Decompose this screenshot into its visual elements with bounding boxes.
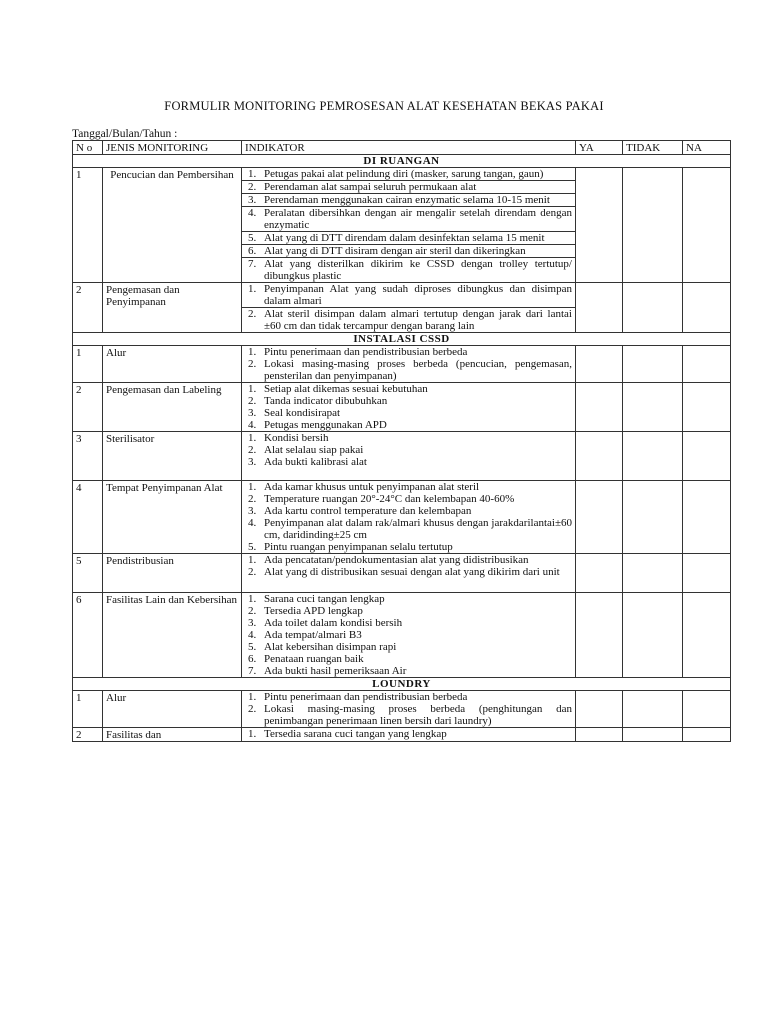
item-text: Pintu ruangan penyimpanan selalu tertutup — [264, 541, 453, 553]
item-number: 2. — [248, 493, 257, 505]
indikator-item — [242, 444, 575, 456]
item-text: Perendaman menggunakan cairan enzymatic selama 10-15 menit — [264, 194, 550, 206]
na-checkbox-cell[interactable] — [683, 432, 731, 481]
tidak-checkbox-cell[interactable] — [623, 554, 683, 593]
item-number: 1. — [248, 728, 257, 740]
item-text: Setiap alat dikemas sesuai kebutuhan — [264, 383, 428, 395]
row-number: 1 — [73, 346, 103, 383]
item-number: 4. — [248, 419, 257, 431]
ya-checkbox-cell[interactable] — [576, 691, 623, 728]
tidak-checkbox-cell[interactable] — [623, 728, 683, 742]
tidak-checkbox-cell[interactable] — [623, 691, 683, 728]
item-number: 5. — [248, 641, 257, 653]
row-number: 2 — [73, 728, 103, 742]
item-text: Tersedia sarana cuci tangan yang lengkap — [264, 728, 447, 740]
indikator-cell — [242, 383, 576, 432]
indikator-item — [242, 258, 575, 282]
indikator-item — [242, 181, 575, 194]
na-checkbox-cell[interactable] — [683, 283, 731, 333]
item-number: 5. — [248, 541, 257, 553]
item-text: Ada tempat/almari B3 — [264, 629, 362, 641]
header-ya: YA — [576, 141, 623, 155]
na-checkbox-cell[interactable] — [683, 593, 731, 678]
item-number: 2. — [248, 444, 257, 456]
ya-checkbox-cell[interactable] — [576, 346, 623, 383]
item-number: 3. — [248, 194, 257, 206]
indikator-item — [242, 641, 575, 653]
item-number: 2. — [248, 566, 257, 578]
header-na: NA — [683, 141, 731, 155]
na-checkbox-cell[interactable] — [683, 554, 731, 593]
row-number: 4 — [73, 481, 103, 554]
item-number: 6. — [248, 245, 257, 257]
item-text: Perendaman alat sampai seluruh permukaan alat — [264, 181, 477, 193]
item-text: Sarana cuci tangan lengkap — [264, 593, 385, 605]
item-text: Petugas pakai alat pelindung diri (masker, sarung tangan, gaun) — [264, 168, 544, 180]
item-number: 1. — [248, 283, 257, 295]
item-text: Ada kamar khusus untuk penyimpanan alat steril — [264, 481, 480, 493]
item-text: Petugas menggunakan APD — [264, 419, 387, 431]
row-number: 3 — [73, 432, 103, 481]
form-title: FORMULIR MONITORING PEMROSESAN ALAT KESEHATAN BEKAS PAKAI — [164, 99, 604, 113]
item-text: Tanda indicator dibubuhkan — [264, 395, 388, 407]
item-text: Kondisi bersih — [264, 432, 329, 444]
ya-checkbox-cell[interactable] — [576, 383, 623, 432]
table-row — [73, 728, 731, 742]
header-tidak: TIDAK — [623, 141, 683, 155]
na-checkbox-cell[interactable] — [683, 481, 731, 554]
indikator-cell — [242, 691, 576, 728]
item-number: 1. — [248, 481, 257, 493]
item-number: 2. — [248, 605, 257, 617]
indikator-cell — [242, 168, 576, 283]
indikator-cell — [242, 283, 576, 333]
na-checkbox-cell[interactable] — [683, 346, 731, 383]
row-number: 2 — [73, 283, 103, 333]
item-number: 3. — [248, 456, 257, 468]
row-number: 6 — [73, 593, 103, 678]
item-text: Tersedia APD lengkap — [264, 605, 363, 617]
jenis-monitoring-cell: Pengemasan dan Penyimpanan — [103, 283, 242, 333]
indikator-item — [242, 232, 575, 245]
tidak-checkbox-cell[interactable] — [623, 383, 683, 432]
tidak-checkbox-cell[interactable] — [623, 346, 683, 383]
item-number: 2. — [248, 703, 257, 715]
jenis-monitoring-cell: Pengemasan dan Labeling — [103, 383, 242, 432]
table-row — [73, 691, 731, 728]
item-number: 7. — [248, 258, 257, 270]
indikator-item — [242, 703, 575, 727]
item-text: Temperature ruangan 20°-24°C dan kelembapan 40-60% — [264, 493, 515, 505]
indikator-cell — [242, 554, 576, 593]
indikator-cell — [242, 481, 576, 554]
indikator-item — [242, 617, 575, 629]
indikator-cell — [242, 432, 576, 481]
table-row — [73, 432, 731, 481]
table-header-row — [73, 141, 731, 155]
row-number: 1 — [73, 168, 103, 283]
indikator-cell — [242, 346, 576, 383]
ya-checkbox-cell[interactable] — [576, 554, 623, 593]
item-number: 4. — [248, 629, 257, 641]
item-text: Alat yang di distribusikan sesuai dengan alat yang dikirim dari unit — [264, 566, 560, 578]
item-number: 3. — [248, 407, 257, 419]
item-number: 2. — [248, 395, 257, 407]
item-text: Alat yang di DTT disiram dengan air steril dan dikeringkan — [264, 245, 526, 257]
item-text: Penyimpanan Alat yang sudah diproses dibungkus dan disimpan dalam almari — [264, 283, 572, 307]
item-number: 2. — [248, 358, 257, 370]
table-row — [73, 481, 731, 554]
item-text: Alat steril disimpan dalam almari tertutup dengan jarak dari lantai ±60 cm dan tidak tercampur dengan barang lain — [264, 308, 572, 332]
item-text: Lokasi masing-masing proses berbeda (pencucian, pengemasan, pensterilan dan penyimpanan) — [264, 358, 572, 382]
item-number: 1. — [248, 691, 257, 703]
row-number: 1 — [73, 691, 103, 728]
section-row — [73, 333, 731, 346]
item-text: Peralatan dibersihkan dengan air mengalir setelah direndam dengan enzymatic — [264, 207, 572, 231]
item-number: 3. — [248, 505, 257, 517]
table-row — [73, 554, 731, 593]
table-body — [73, 155, 731, 742]
na-checkbox-cell[interactable] — [683, 383, 731, 432]
item-number: 3. — [248, 617, 257, 629]
table-row — [73, 593, 731, 678]
indikator-cell — [242, 728, 576, 742]
jenis-monitoring-cell: Pencucian dan Pembersihan — [103, 168, 242, 283]
table-row — [73, 383, 731, 432]
indikator-item — [242, 358, 575, 382]
indikator-item — [242, 245, 575, 258]
item-number: 1. — [248, 383, 257, 395]
indikator-item — [242, 346, 575, 358]
jenis-monitoring-cell: Fasilitas Lain dan Kebersihan — [103, 593, 242, 678]
item-text: Ada pencatatan/pendokumentasian alat yang didistribusikan — [264, 554, 529, 566]
jenis-monitoring-cell: Alur — [103, 346, 242, 383]
item-text: Lokasi masing-masing proses berbeda (penghitungan dan penimbangan penerimaan linen bersih dari laundry) — [264, 703, 572, 727]
indikator-item — [242, 517, 575, 541]
jenis-monitoring-cell: Pendistribusian — [103, 554, 242, 593]
tidak-checkbox-cell[interactable] — [623, 432, 683, 481]
item-text: Penyimpanan alat dalam rak/almari khusus dengan jarakdarilantai±60 cm, daridinding±25 cm — [264, 517, 572, 541]
item-text: Penataan ruangan baik — [264, 653, 364, 665]
item-text: Ada bukti hasil pemeriksaan Air — [264, 665, 407, 677]
indikator-item — [242, 395, 575, 407]
indikator-item — [242, 207, 575, 232]
indikator-item — [242, 541, 575, 553]
header-no: N o — [73, 141, 103, 155]
indikator-cell — [242, 593, 576, 678]
indikator-item — [242, 566, 575, 578]
indikator-item — [242, 653, 575, 665]
item-number: 1. — [248, 168, 257, 180]
ya-checkbox-cell[interactable] — [576, 283, 623, 333]
section-row — [73, 155, 731, 168]
jenis-monitoring-cell: Sterilisator — [103, 432, 242, 481]
indikator-item — [242, 554, 575, 566]
item-text: Seal kondisirapat — [264, 407, 341, 419]
row-number: 5 — [73, 554, 103, 593]
item-text: Alat yang disterilkan dikirim ke CSSD dengan trolley tertutup/ dibungkus plastic — [264, 258, 572, 282]
indikator-item — [242, 168, 575, 181]
na-checkbox-cell[interactable] — [683, 168, 731, 283]
na-checkbox-cell[interactable] — [683, 691, 731, 728]
table-row — [73, 283, 731, 333]
indikator-item — [242, 665, 575, 677]
indikator-item — [242, 691, 575, 703]
indikator-item — [242, 505, 575, 517]
item-text: Alat yang di DTT direndam dalam desinfektan selama 15 menit — [264, 232, 545, 244]
indikator-item — [242, 194, 575, 207]
item-number: 7. — [248, 665, 257, 677]
header-jenis-monitoring: JENIS MONITORING — [103, 141, 242, 155]
tidak-checkbox-cell[interactable] — [623, 593, 683, 678]
indikator-item — [242, 383, 575, 395]
indikator-item — [242, 629, 575, 641]
section-row — [73, 678, 731, 691]
item-text: Pintu penerimaan dan pendistribusian berbeda — [264, 346, 468, 358]
item-number: 6. — [248, 653, 257, 665]
section-title: DI RUANGAN — [73, 155, 731, 168]
item-number: 4. — [248, 207, 257, 219]
indikator-item — [242, 308, 575, 332]
ya-checkbox-cell[interactable] — [576, 593, 623, 678]
ya-checkbox-cell[interactable] — [576, 481, 623, 554]
indikator-item — [242, 728, 575, 740]
jenis-monitoring-cell: Fasilitas dan — [103, 728, 242, 742]
jenis-monitoring-cell: Alur — [103, 691, 242, 728]
header-indikator: INDIKATOR — [242, 141, 576, 155]
ya-checkbox-cell[interactable] — [576, 432, 623, 481]
tidak-checkbox-cell[interactable] — [623, 481, 683, 554]
tidak-checkbox-cell[interactable] — [623, 168, 683, 283]
indikator-item — [242, 283, 575, 308]
ya-checkbox-cell[interactable] — [576, 168, 623, 283]
item-number: 4. — [248, 517, 257, 529]
item-number: 2. — [248, 308, 257, 320]
indikator-item — [242, 407, 575, 419]
date-label: Tanggal/Bulan/Tahun : — [72, 128, 178, 140]
item-text: Alat selalau siap pakai — [264, 444, 364, 456]
indikator-item — [242, 493, 575, 505]
indikator-item — [242, 481, 575, 493]
indikator-item — [242, 432, 575, 444]
indikator-item — [242, 456, 575, 468]
indikator-item — [242, 593, 575, 605]
item-text: Pintu penerimaan dan pendistribusian berbeda — [264, 691, 468, 703]
tidak-checkbox-cell[interactable] — [623, 283, 683, 333]
item-text: Ada bukti kalibrasi alat — [264, 456, 367, 468]
jenis-monitoring-cell: Tempat Penyimpanan Alat — [103, 481, 242, 554]
row-number: 2 — [73, 383, 103, 432]
table-row — [73, 346, 731, 383]
item-text: Ada kartu control temperature dan kelembapan — [264, 505, 472, 517]
item-number: 1. — [248, 432, 257, 444]
monitoring-table — [72, 140, 731, 742]
section-title: INSTALASI CSSD — [73, 333, 731, 346]
na-checkbox-cell[interactable] — [683, 728, 731, 742]
item-number: 5. — [248, 232, 257, 244]
item-number: 2. — [248, 181, 257, 193]
item-number: 1. — [248, 593, 257, 605]
item-text: Ada toilet dalam kondisi bersih — [264, 617, 403, 629]
table-row — [73, 168, 731, 283]
indikator-item — [242, 605, 575, 617]
indikator-item — [242, 419, 575, 431]
item-number: 1. — [248, 346, 257, 358]
item-text: Alat kebersihan disimpan rapi — [264, 641, 397, 653]
ya-checkbox-cell[interactable] — [576, 728, 623, 742]
section-title: LOUNDRY — [73, 678, 731, 691]
item-number: 1. — [248, 554, 257, 566]
